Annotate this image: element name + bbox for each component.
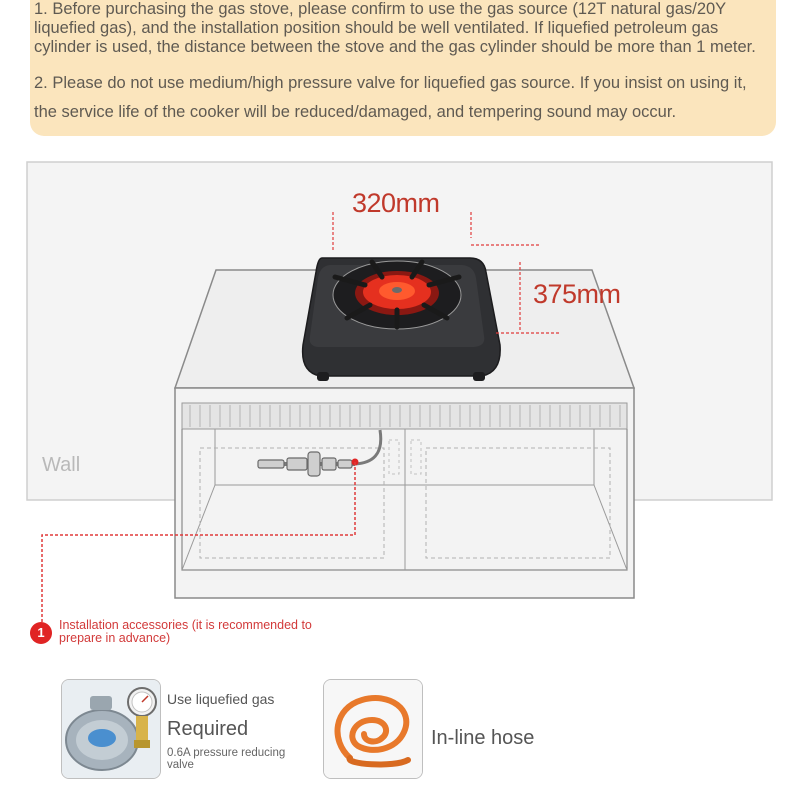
valve-caption-line2: Required: [167, 718, 249, 740]
stove: [303, 258, 501, 381]
notice-item-2: 2. Please do not use medium/high pressure valve for liquefied gas source. If you insist on using it, the service life of the cooker will be reduced/damaged, and tempering sound may occur.: [34, 74, 747, 121]
depth-dimension-label: 375mm: [533, 279, 621, 309]
pressure-valve-tile: [61, 679, 161, 779]
pressure-valve-icon: [62, 680, 160, 778]
valve-caption-line1: Use liquefied gas: [167, 691, 275, 707]
hose-caption: In-line hose: [431, 727, 535, 749]
hose-tile: [323, 679, 423, 779]
notice-item-1: 1. Before purchasing the gas stove, please confirm to use the gas source (12T natural gas/20Y liquefied gas), and the installation position should be well ventilated. If liquefied petroleum gas cylinder is used, the distance between the stove and the gas cylinder should be more than 1 meter.: [34, 0, 756, 56]
wall-label: Wall: [42, 454, 81, 476]
step-badge: 1: [30, 622, 52, 644]
width-dimension-label: 320mm: [352, 188, 440, 218]
gas-hose-icon: [324, 680, 422, 778]
accessories-note: Installation accessories (it is recommended to prepare in advance): [59, 618, 312, 645]
valve-caption-line3: 0.6A pressure reducing valve: [167, 747, 286, 771]
